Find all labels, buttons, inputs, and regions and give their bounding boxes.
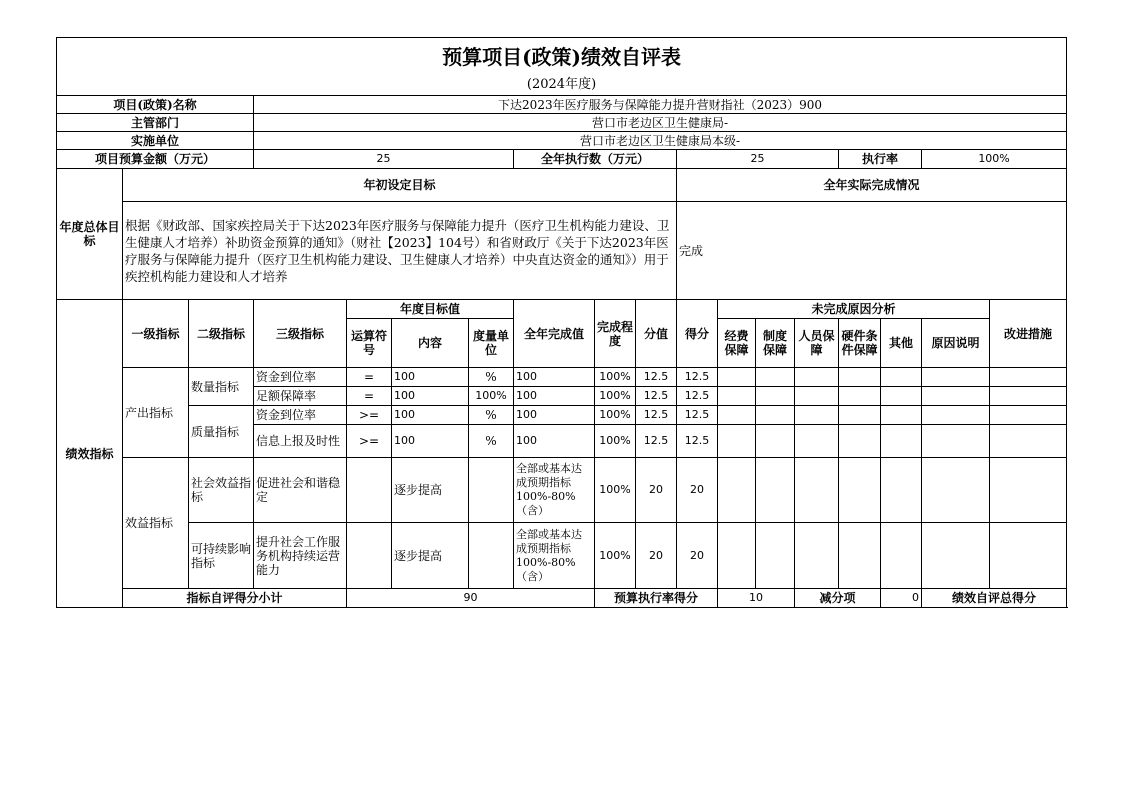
reason-cell	[839, 523, 881, 589]
row-score: 12.5	[677, 425, 718, 458]
row-value: 12.5	[636, 406, 677, 425]
row-score: 20	[677, 458, 718, 523]
improve-cell	[990, 406, 1067, 425]
row-unit: %	[469, 368, 514, 387]
header-r-funding: 经费保障	[718, 319, 756, 368]
row-value: 20	[636, 458, 677, 523]
row-completion: 100%	[595, 425, 636, 458]
row-unit: %	[469, 406, 514, 425]
group-sustain: 可持续影响指标	[189, 523, 254, 589]
impl-label: 实施单位	[57, 132, 254, 150]
improve-cell	[990, 425, 1067, 458]
row-score: 20	[677, 523, 718, 589]
header-score-value: 分值	[636, 300, 677, 368]
project-name-value: 下达2023年医疗服务与保障能力提升营财指社（2023）900	[254, 96, 1067, 114]
rate-value: 100%	[922, 150, 1067, 169]
perf-indicators-label: 绩效指标	[57, 300, 123, 608]
row-l3: 资金到位率	[254, 406, 347, 425]
reason-cell	[795, 368, 839, 387]
improve-cell	[990, 368, 1067, 387]
improve-cell	[990, 458, 1067, 523]
reason-cell	[795, 458, 839, 523]
reason-cell	[795, 406, 839, 425]
row-content: 100	[392, 425, 469, 458]
header-r-explain: 原因说明	[922, 319, 990, 368]
row-actual: 100	[514, 425, 595, 458]
annual-goal-label: 年度总体目标	[57, 169, 123, 300]
header-unit: 度量单位	[469, 319, 514, 368]
reason-cell	[881, 523, 922, 589]
budget-score-value: 10	[718, 589, 795, 608]
header-completion: 完成程度	[595, 300, 636, 368]
group-social: 社会效益指标	[189, 458, 254, 523]
header-r-staff: 人员保障	[795, 319, 839, 368]
row-content: 逐步提高	[392, 523, 469, 589]
exec-label: 全年执行数（万元）	[514, 150, 677, 169]
group-benefit: 效益指标	[123, 458, 189, 589]
reason-cell	[756, 458, 795, 523]
row-value: 12.5	[636, 425, 677, 458]
subtotal-label: 指标自评得分小计	[123, 589, 347, 608]
row-actual: 全部或基本达成预期指标100%-80%（含）	[514, 523, 595, 589]
reason-cell	[881, 458, 922, 523]
header-content: 内容	[392, 319, 469, 368]
goal-actual-header: 全年实际完成情况	[677, 169, 1067, 202]
goal-set-text: 根据《财政部、国家疾控局关于下达2023年医疗服务与保障能力提升（医疗卫生机构能力建设、卫生健康人才培养）补助资金预算的通知》（财社【2023】104号）和省财政厅《关于下达2023年医疗服务与保障能力提升（医疗卫生机构能力建设、卫生健康人才培养）中央直达资金的通知》）用于疾控机构能力建设和人才培养	[123, 202, 677, 300]
row-actual: 100	[514, 406, 595, 425]
row-l3: 促进社会和谐稳定	[254, 458, 347, 523]
reason-cell	[718, 368, 756, 387]
row-value: 12.5	[636, 387, 677, 406]
header-op: 运算符号	[347, 319, 392, 368]
row-score: 12.5	[677, 387, 718, 406]
self-evaluation-table	[56, 37, 1067, 608]
row-l3: 信息上报及时性	[254, 425, 347, 458]
row-actual: 全部或基本达成预期指标100%-80%（含）	[514, 458, 595, 523]
reason-cell	[881, 425, 922, 458]
reason-cell	[718, 458, 756, 523]
rate-label: 执行率	[839, 150, 922, 169]
reason-cell	[756, 425, 795, 458]
row-actual: 100	[514, 368, 595, 387]
exec-value: 25	[677, 150, 839, 169]
row-content: 逐步提高	[392, 458, 469, 523]
header-level3: 三级指标	[254, 300, 347, 368]
reason-cell	[839, 458, 881, 523]
report-year: (2024年度)	[57, 76, 1067, 96]
row-actual: 100	[514, 387, 595, 406]
row-l3: 提升社会工作服务机构持续运营能力	[254, 523, 347, 589]
subtotal-value: 90	[347, 589, 595, 608]
row-op: =	[347, 387, 392, 406]
improve-cell	[990, 387, 1067, 406]
reason-cell	[922, 368, 990, 387]
row-content: 100	[392, 368, 469, 387]
total-label: 绩效自评总得分	[922, 589, 1067, 608]
group-output: 产出指标	[123, 368, 189, 458]
row-op: =	[347, 368, 392, 387]
budget-value: 25	[254, 150, 514, 169]
reason-cell	[756, 523, 795, 589]
reason-cell	[922, 523, 990, 589]
reason-cell	[756, 368, 795, 387]
dept-value: 营口市老边区卫生健康局-	[254, 114, 1067, 132]
row-l3: 足额保障率	[254, 387, 347, 406]
budget-score-label: 预算执行率得分	[595, 589, 718, 608]
row-content: 100	[392, 387, 469, 406]
deduct-value: 0	[881, 589, 922, 608]
reason-cell	[795, 425, 839, 458]
row-completion: 100%	[595, 406, 636, 425]
row-op: >=	[347, 406, 392, 425]
row-value: 12.5	[636, 368, 677, 387]
row-l3: 资金到位率	[254, 368, 347, 387]
row-completion: 100%	[595, 458, 636, 523]
header-r-system: 制度保障	[756, 319, 795, 368]
row-unit: %	[469, 425, 514, 458]
row-unit	[469, 458, 514, 523]
deduct-label: 减分项	[795, 589, 881, 608]
header-r-other: 其他	[881, 319, 922, 368]
reason-cell	[922, 406, 990, 425]
reason-cell	[718, 387, 756, 406]
row-op	[347, 523, 392, 589]
row-unit	[469, 523, 514, 589]
reason-cell	[839, 425, 881, 458]
reason-cell	[756, 406, 795, 425]
improve-cell	[990, 523, 1067, 589]
reason-cell	[922, 425, 990, 458]
reason-cell	[718, 406, 756, 425]
header-r-hardware: 硬件条件保障	[839, 319, 881, 368]
page-title: 预算项目(政策)绩效自评表	[57, 38, 1067, 76]
group-quantity: 数量指标	[189, 368, 254, 406]
header-level1: 一级指标	[123, 300, 189, 368]
row-op: >=	[347, 425, 392, 458]
reason-cell	[922, 387, 990, 406]
header-actual: 全年完成值	[514, 300, 595, 368]
budget-label: 项目预算金额（万元）	[57, 150, 254, 169]
row-content: 100	[392, 406, 469, 425]
reason-cell	[881, 387, 922, 406]
row-unit: 100%	[469, 387, 514, 406]
reason-cell	[718, 425, 756, 458]
group-quality: 质量指标	[189, 406, 254, 458]
row-completion: 100%	[595, 387, 636, 406]
reason-cell	[881, 368, 922, 387]
reason-cell	[718, 523, 756, 589]
goal-set-header: 年初设定目标	[123, 169, 677, 202]
row-score: 12.5	[677, 368, 718, 387]
header-improve: 改进措施	[990, 300, 1067, 368]
row-op	[347, 458, 392, 523]
reason-cell	[795, 387, 839, 406]
reason-cell	[795, 523, 839, 589]
header-score: 得分	[677, 300, 718, 368]
project-name-label: 项目(政策)名称	[57, 96, 254, 114]
reason-cell	[839, 368, 881, 387]
reason-cell	[881, 406, 922, 425]
header-reasons: 未完成原因分析	[718, 300, 990, 319]
goal-actual-text: 完成	[677, 202, 1067, 300]
row-completion: 100%	[595, 523, 636, 589]
row-value: 20	[636, 523, 677, 589]
row-score: 12.5	[677, 406, 718, 425]
reason-cell	[839, 406, 881, 425]
reason-cell	[839, 387, 881, 406]
reason-cell	[756, 387, 795, 406]
impl-value: 营口市老边区卫生健康局本级-	[254, 132, 1067, 150]
dept-label: 主管部门	[57, 114, 254, 132]
header-level2: 二级指标	[189, 300, 254, 368]
reason-cell	[922, 458, 990, 523]
row-completion: 100%	[595, 368, 636, 387]
header-annual-target: 年度目标值	[347, 300, 514, 319]
